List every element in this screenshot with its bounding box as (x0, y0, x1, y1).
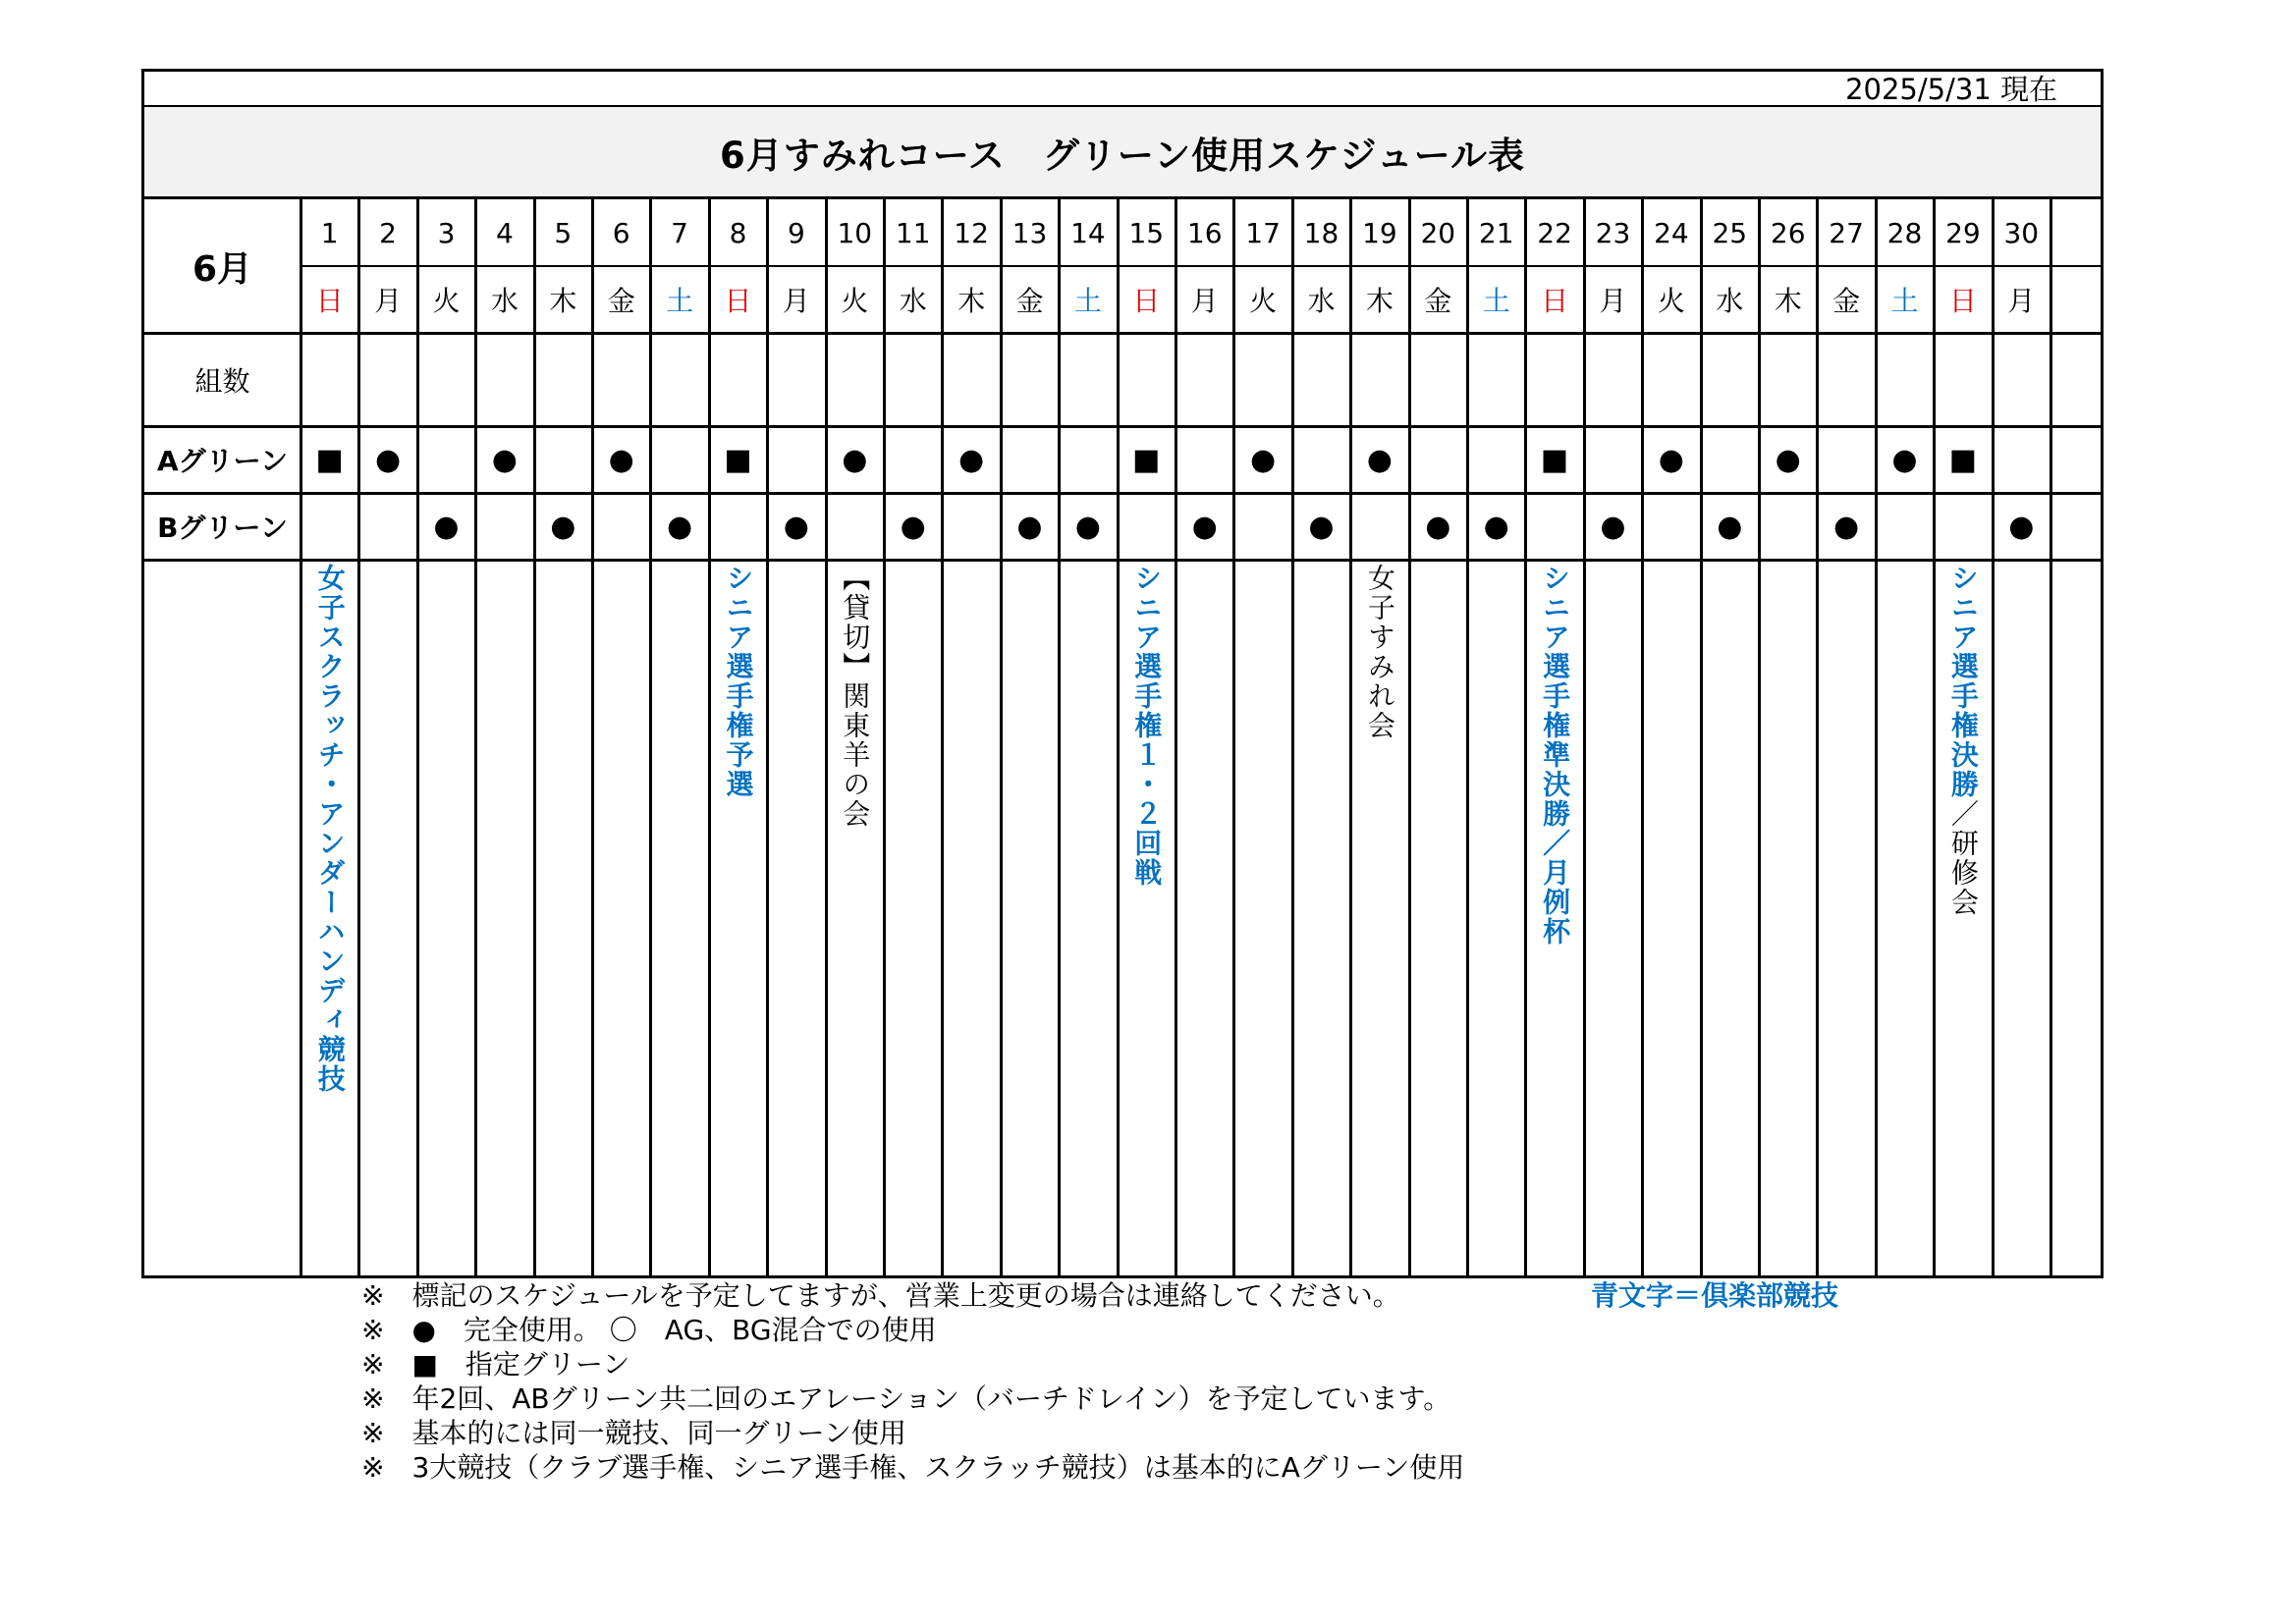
page-title: 6月すみれコース グリーン使用スケジュール表 (720, 134, 1525, 177)
b-green-mark: ● (1016, 509, 1043, 544)
b-green-mark: ● (1717, 509, 1743, 544)
a-green-mark: ● (1366, 442, 1393, 477)
b-green-mark (592, 493, 650, 560)
note-line: ※ ● 完全使用。 〇 AG、BG混合での使用 (361, 1314, 937, 1346)
a-green-label: Aグリーン (156, 445, 289, 477)
day-of-week: 木 (549, 285, 577, 317)
day-number: 25 (1712, 216, 1748, 249)
day-of-week: 日 (315, 285, 344, 317)
day-of-week: 火 (841, 285, 869, 317)
title-row (144, 107, 2101, 199)
a-green-mark (1817, 426, 1875, 493)
day-number: 17 (1245, 216, 1281, 249)
column-divider (1875, 199, 1878, 1275)
note-line: ※ 標記のスケジュールを予定してますが、営業上変更の場合は連絡してください。 (361, 1279, 1400, 1312)
a-green-mark (1175, 426, 1233, 493)
day-of-week: 木 (1365, 285, 1394, 317)
column-divider (2050, 199, 2052, 1275)
event-label (1350, 564, 1408, 1271)
b-green-mark (709, 493, 767, 560)
day-number: 8 (729, 216, 747, 249)
column-divider (1232, 199, 1235, 1275)
day-of-week: 土 (1890, 285, 1919, 317)
schedule-grid (144, 199, 2101, 1275)
day-of-week: 土 (1073, 285, 1102, 317)
event-text: 女子スクラッチ・アンダーハンディ競技 (313, 564, 347, 1094)
column-divider (1641, 199, 1644, 1275)
b-green-mark (1233, 493, 1291, 560)
day-number: 15 (1128, 216, 1165, 249)
club-event-legend: 青文字＝倶楽部競技 (1591, 1279, 1839, 1312)
a-green-mark: ● (842, 442, 868, 477)
day-number: 10 (837, 216, 873, 249)
day-number: 30 (2003, 216, 2040, 249)
b-green-mark (1118, 493, 1175, 560)
b-green-mark (1876, 493, 1934, 560)
b-green-mark: ● (1191, 509, 1218, 544)
a-green-mark: ● (491, 442, 518, 477)
day-of-week: 月 (782, 285, 810, 317)
a-green-mark: ● (1775, 442, 1801, 477)
as-of-row (144, 72, 2101, 107)
day-of-week: 金 (607, 285, 635, 317)
b-green-mark: ● (433, 509, 460, 544)
day-of-week: 金 (1015, 285, 1044, 317)
day-number: 6 (612, 216, 630, 249)
day-number: 11 (895, 216, 931, 249)
day-number: 24 (1654, 216, 1689, 249)
a-green-mark (650, 426, 708, 493)
event-label (1118, 564, 1175, 1271)
a-green-mark: ● (957, 442, 985, 477)
day-number: 4 (495, 216, 514, 249)
a-green-mark (1467, 426, 1525, 493)
event-text-black: ／研修会 (1946, 799, 1980, 917)
b-green-label: Bグリーン (157, 512, 288, 544)
b-green-mark (1934, 493, 1992, 560)
b-green-mark: ● (2008, 509, 2035, 544)
b-green-mark: ● (1425, 509, 1451, 544)
a-green-mark (884, 426, 942, 493)
a-green-mark (1993, 426, 2050, 493)
day-of-week: 水 (490, 285, 519, 317)
a-green-mark (1059, 426, 1117, 493)
b-green-mark: ● (550, 509, 576, 544)
day-number: 20 (1420, 216, 1456, 249)
day-number: 12 (954, 216, 989, 249)
day-of-week: 水 (1716, 285, 1744, 317)
day-number: 22 (1537, 216, 1572, 249)
column-divider (1700, 199, 1703, 1275)
b-green-mark: ● (783, 509, 809, 544)
note-line: ※ 3大競技（クラブ選手権、シニア選手権、スクラッチ競技）は基本的にAグリーン使用 (361, 1451, 1465, 1484)
event-label (1934, 564, 1992, 1271)
day-of-week: 日 (1541, 285, 1569, 317)
a-green-mark (534, 426, 592, 493)
b-green-mark: ● (1832, 509, 1860, 544)
day-number: 1 (320, 216, 339, 249)
a-green-mark: ● (1249, 442, 1277, 477)
day-number: 13 (1011, 216, 1048, 249)
a-green-mark (1701, 426, 1759, 493)
day-number: 9 (787, 216, 805, 249)
event-text: シニア選手権準決勝／月例杯 (1539, 564, 1572, 947)
day-of-week: 土 (1482, 285, 1510, 317)
day-of-week: 日 (1948, 285, 1977, 317)
a-green-mark: ● (374, 442, 402, 477)
day-of-week: 日 (1132, 285, 1161, 317)
a-green-mark (767, 426, 825, 493)
day-of-week: 水 (899, 285, 927, 317)
a-green-mark: ● (1891, 442, 1918, 477)
day-of-week: 火 (432, 285, 461, 317)
groups-label: 組数 (194, 364, 250, 398)
column-divider (1758, 199, 1761, 1275)
a-green-mark: ■ (315, 442, 344, 477)
as-of-date: 2025/5/31 現在 (1845, 73, 2057, 106)
day-number: 2 (379, 216, 397, 249)
a-green-mark (1584, 426, 1642, 493)
day-of-week: 水 (1307, 285, 1336, 317)
column-divider (416, 199, 419, 1275)
day-of-week: 金 (1832, 285, 1861, 317)
note-line: ※ ■ 指定グリーン (361, 1348, 630, 1380)
b-green-mark (358, 493, 416, 560)
day-number: 5 (554, 216, 573, 249)
column-divider (649, 199, 652, 1275)
event-text (1946, 564, 1980, 1271)
day-number: 29 (1945, 216, 1981, 249)
b-green-mark (942, 493, 1000, 560)
day-number: 26 (1770, 216, 1806, 249)
b-green-mark: ● (666, 509, 693, 544)
a-green-mark (1409, 426, 1467, 493)
b-green-mark (1759, 493, 1817, 560)
day-number: 7 (671, 216, 688, 249)
day-of-week: 日 (724, 285, 752, 317)
day-of-week: 木 (957, 285, 986, 317)
b-green-mark (1525, 493, 1583, 560)
event-text: 女子すみれ会 (1363, 564, 1396, 740)
event-text: 【貸切】関東羊の会 (839, 564, 872, 829)
a-green-mark (1001, 426, 1059, 493)
column-divider (941, 199, 944, 1275)
column-divider (474, 199, 477, 1275)
b-green-mark (301, 493, 358, 560)
note-line: ※ 基本的には同一競技、同一グリーン使用 (361, 1417, 906, 1449)
day-of-week: 火 (1657, 285, 1685, 317)
day-of-week: 月 (1190, 285, 1219, 317)
day-number: 14 (1070, 216, 1106, 249)
column-divider (1466, 199, 1469, 1275)
column-divider (1058, 199, 1061, 1275)
b-green-mark (475, 493, 533, 560)
a-green-mark: ■ (1948, 442, 1978, 477)
column-divider (1291, 199, 1294, 1275)
a-green-mark: ● (608, 442, 634, 477)
day-number: 27 (1829, 216, 1864, 249)
column-divider (533, 199, 536, 1275)
note-line: ※ 年2回、ABグリーン共二回のエアレーション（バーチドレイン）を予定しています。 (361, 1382, 1451, 1415)
a-green-mark: ■ (1132, 442, 1161, 477)
day-of-week: 月 (2007, 285, 2036, 317)
event-label (709, 564, 767, 1271)
day-of-week: 月 (374, 285, 403, 317)
b-green-mark: ● (900, 509, 926, 544)
day-number: 16 (1186, 216, 1223, 249)
event-label (826, 564, 884, 1271)
b-green-mark: ● (1308, 509, 1335, 544)
day-number: 21 (1478, 216, 1514, 249)
a-green-mark (417, 426, 475, 493)
column-divider (591, 199, 594, 1275)
a-green-mark: ● (1658, 442, 1684, 477)
day-of-week: 木 (1774, 285, 1802, 317)
column-divider (1000, 199, 1003, 1275)
day-of-week: 火 (1249, 285, 1278, 317)
day-number: 18 (1303, 216, 1339, 249)
event-label (1525, 564, 1583, 1271)
event-text: シニア選手権予選 (722, 564, 755, 799)
day-of-week: 土 (666, 285, 694, 317)
b-green-mark: ● (1483, 509, 1509, 544)
day-of-week: 金 (1424, 285, 1452, 317)
day-number: 19 (1362, 216, 1397, 249)
b-green-mark (1642, 493, 1700, 560)
event-text-blue: シニア選手権決勝 (1946, 564, 1980, 799)
column-divider (1816, 199, 1819, 1275)
a-green-mark: ■ (724, 442, 752, 477)
event-label (301, 564, 358, 1271)
b-green-mark (826, 493, 884, 560)
day-number: 3 (437, 216, 456, 249)
event-text: シニア選手権１・２回戦 (1130, 564, 1164, 888)
a-green-mark: ■ (1540, 442, 1569, 477)
day-of-week: 月 (1599, 285, 1627, 317)
month-label: 6月 (191, 248, 253, 290)
a-green-mark (1292, 426, 1350, 493)
b-green-mark: ● (1600, 509, 1626, 544)
b-green-mark: ● (1074, 509, 1101, 544)
schedule-sheet (141, 69, 2104, 1278)
b-green-mark (1350, 493, 1408, 560)
day-number: 28 (1886, 216, 1923, 249)
day-number: 23 (1595, 216, 1631, 249)
